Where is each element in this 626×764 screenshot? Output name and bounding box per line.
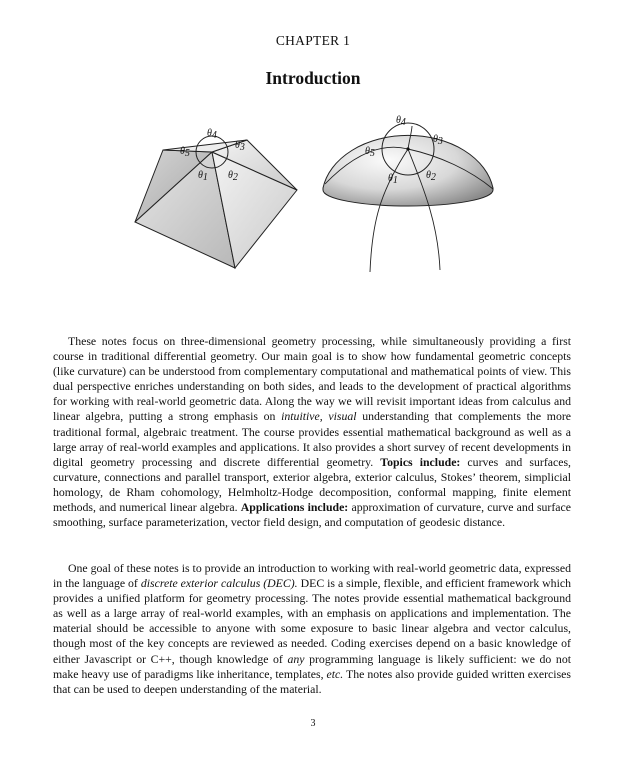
p1-text-2: understanding that complements the more traditional formal, algebraic treatment. The course provides essential mathematical background as well as a large array of real-world examples and applications. It also provides a short survey of recent developments in digital geometry processing and discrete differential geometry. [53, 409, 572, 469]
pyramid-theta4-label: θ4 [207, 128, 217, 141]
sphere-theta2-label: θ2 [426, 170, 436, 183]
sphere-theta5-label: θ5 [365, 146, 375, 159]
p2-emphasis-etc: etc. [326, 666, 344, 681]
pyramid-theta2-label: θ2 [228, 170, 238, 183]
p1-topics-heading: Topics include: [380, 454, 461, 469]
page-number: 3 [310, 718, 316, 729]
p1-applications-heading: Applications include: [240, 500, 349, 515]
p2-emphasis-dec: discrete exterior calculus (DEC). [140, 576, 298, 591]
sphere-vertex [406, 147, 409, 150]
pyramid-theta5-label: θ5 [180, 146, 190, 159]
sphere-diagram [323, 115, 493, 272]
sphere-theta3-label: θ3 [433, 134, 443, 147]
p1-text-4: approximation of curvature, curve and surface smoothing, surface parameterization, vector field design, and computation of geodesic distance. [53, 500, 571, 530]
paragraph-dec-goal [53, 561, 571, 697]
chapter-title: Introduction [265, 68, 361, 88]
pyramid-theta3-label: θ3 [235, 140, 245, 153]
p2-text-1: One goal of these notes is to provide an introduction to working with real-world geometric data, expressed in the language of [53, 561, 571, 591]
sphere-theta1-label: θ1 [388, 173, 398, 186]
sphere-cap [323, 135, 493, 206]
p1-emphasis-intuitive-visual: intuitive, visual [281, 409, 357, 424]
p1-text-3: curves and surfaces, curvature, connections and parallel transport, exterior algebra, exterior calculus, Stokes’ theorem, simplicial homology, de Rham cohomology, Helmholtz-Hodge decomposition, conformal mapping, finite element methods, and numerical linear algebra. [53, 454, 571, 515]
paragraph-course-overview [53, 334, 571, 530]
p1-text-1: These notes focus on three-dimensional geometry processing, while simultaneously providing a first course in traditional differential geometry. Our main goal is to show how fundamental geometric concepts (like curvature) can be understood from complementary computational and mathematical points of view. This dual perspective enriches understanding on both sides, and leads to the development of practical algorithms for working with real-world geometric data. Along the way we will revisit important ideas from calculus and linear algebra, putting a strong emphasis on [53, 334, 571, 424]
p2-emphasis-any: any [287, 651, 305, 666]
p2-text-2: DEC is a simple, flexible, and efficient framework which provides a unified platform for geometry processing. The notes provide essential mathematical background as well as a large array of real-world examples, with an emphasis on applications and implementation. The material should be accessible to anyone with some exposure to basic linear algebra and vector calculus, though most of the key concepts are reviewed as needed. Coding exercises depend on a basic knowledge of either Javascript or C++, though knowledge of [53, 576, 571, 666]
figure-angle-defect [120, 112, 510, 282]
sphere-theta4-label: θ4 [396, 115, 406, 128]
figure-svg [120, 112, 510, 282]
pyramid-theta1-label: θ1 [198, 170, 208, 183]
p2-text-4: The notes also provide guided written exercises that can be used to deepen understanding of the material. [53, 666, 571, 696]
pyramid-diagram [135, 128, 297, 268]
chapter-label: CHAPTER 1 [275, 33, 351, 48]
p2-text-3: programming language is likely sufficient: we do not make heavy use of paradigms like inheritance, templates, [53, 651, 571, 681]
